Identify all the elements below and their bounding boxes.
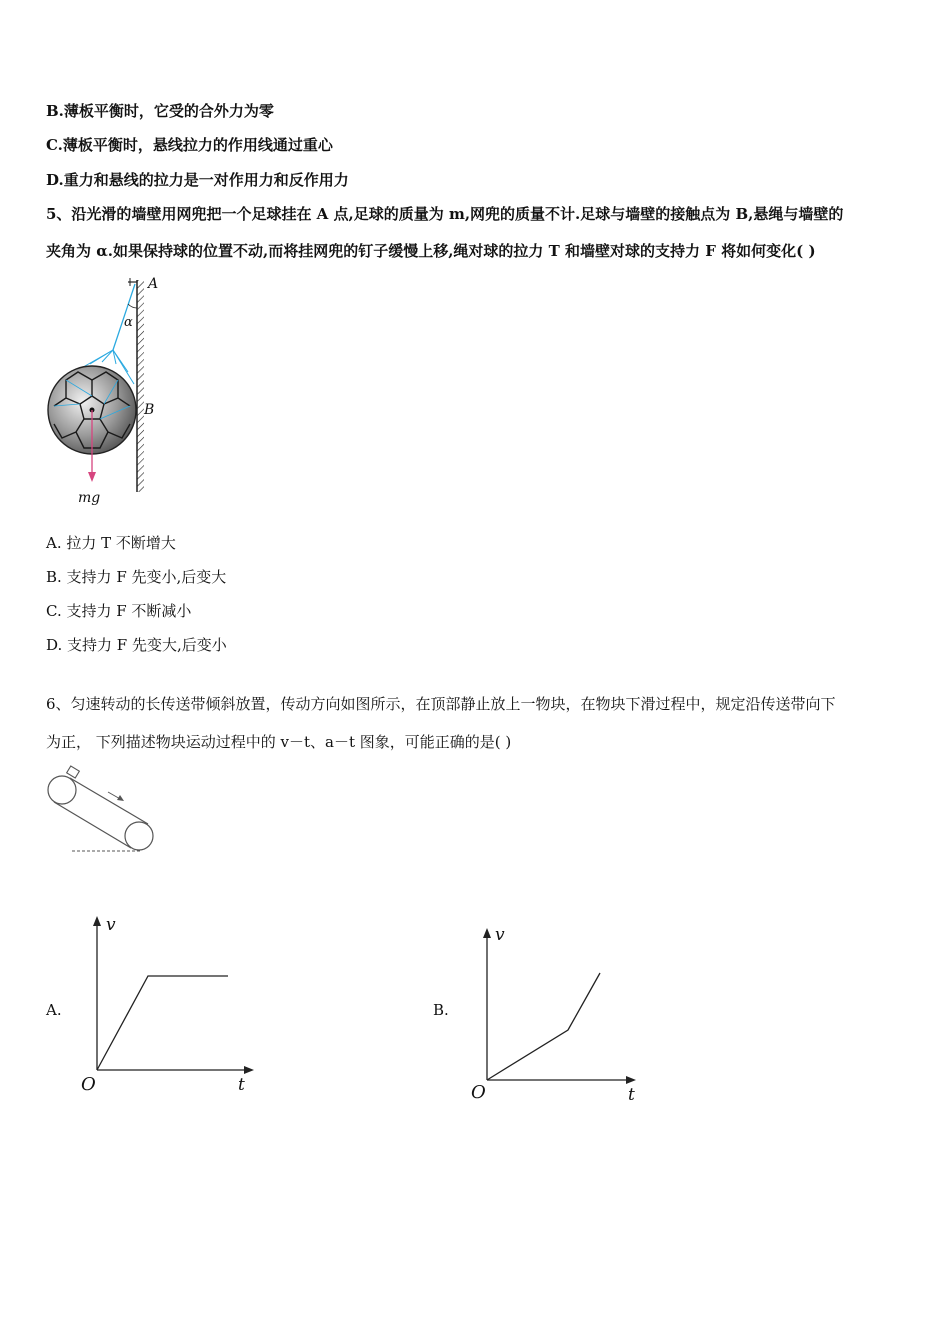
q6-graph-b — [470, 922, 650, 1105]
q5-stem-line2: 夹角为 α.如果保持球的位置不动,而将挂网兜的钉子缓慢上移,绳对球的拉力 T 和墙壁对球的支持力 F 将如何变化( ) — [46, 242, 816, 260]
graph-b-x-label: t — [628, 1085, 635, 1105]
graph-b-y-label: v — [495, 925, 505, 945]
q5-option-b: B. 支持力 F 先变小,后变大 — [46, 568, 227, 586]
q4-option-c: C.薄板平衡时，悬线拉力的作用线通过重心 — [46, 136, 333, 154]
block — [67, 766, 80, 778]
q6-conveyor-figure — [40, 762, 170, 862]
q6-graph-a — [78, 912, 258, 1095]
graph-a-y-label: v — [106, 915, 116, 935]
q6-option-a-label: A. — [46, 1001, 62, 1019]
graph-a-origin: O — [81, 1074, 96, 1095]
q5-option-d: D. 支持力 F 先变大,后变小 — [46, 636, 227, 654]
label-alpha: α — [124, 315, 133, 330]
q5-stem-line1: 5、沿光滑的墙壁用网兜把一个足球挂在 A 点,足球的质量为 m,网兜的质量不计.足球与墙壁的接触点为 B,悬绳与墙壁的 — [46, 205, 844, 223]
q5-option-c: C. 支持力 F 不断减小 — [46, 602, 192, 620]
graph-a-x-label: t — [238, 1075, 245, 1095]
q6-stem-line2: 为正， 下列描述物块运动过程中的 v－t、a－t 图象，可能正确的是( ) — [46, 733, 512, 751]
v-t-curve — [97, 976, 228, 1070]
q6-stem-line1: 6、匀速转动的长传送带倾斜放置，传动方向如图所示，在顶部静止放上一物块，在物块下滑过程中，规定沿传送带向下 — [46, 695, 836, 713]
q4-option-d: D.重力和悬线的拉力是一对作用力和反作用力 — [46, 171, 349, 189]
q6-option-b-label: B. — [433, 1001, 449, 1019]
wall — [137, 280, 144, 492]
v-t-curve — [487, 973, 600, 1080]
label-b: B — [144, 402, 155, 418]
graph-b-origin: O — [471, 1082, 486, 1103]
label-mg: mg — [78, 490, 101, 506]
q5-option-a: A. 拉力 T 不断增大 — [46, 534, 176, 552]
q4-option-b: B.薄板平衡时，它受的合外力为零 — [46, 102, 274, 120]
label-a: A — [148, 276, 159, 292]
q5-ball-wall-figure — [40, 272, 180, 512]
